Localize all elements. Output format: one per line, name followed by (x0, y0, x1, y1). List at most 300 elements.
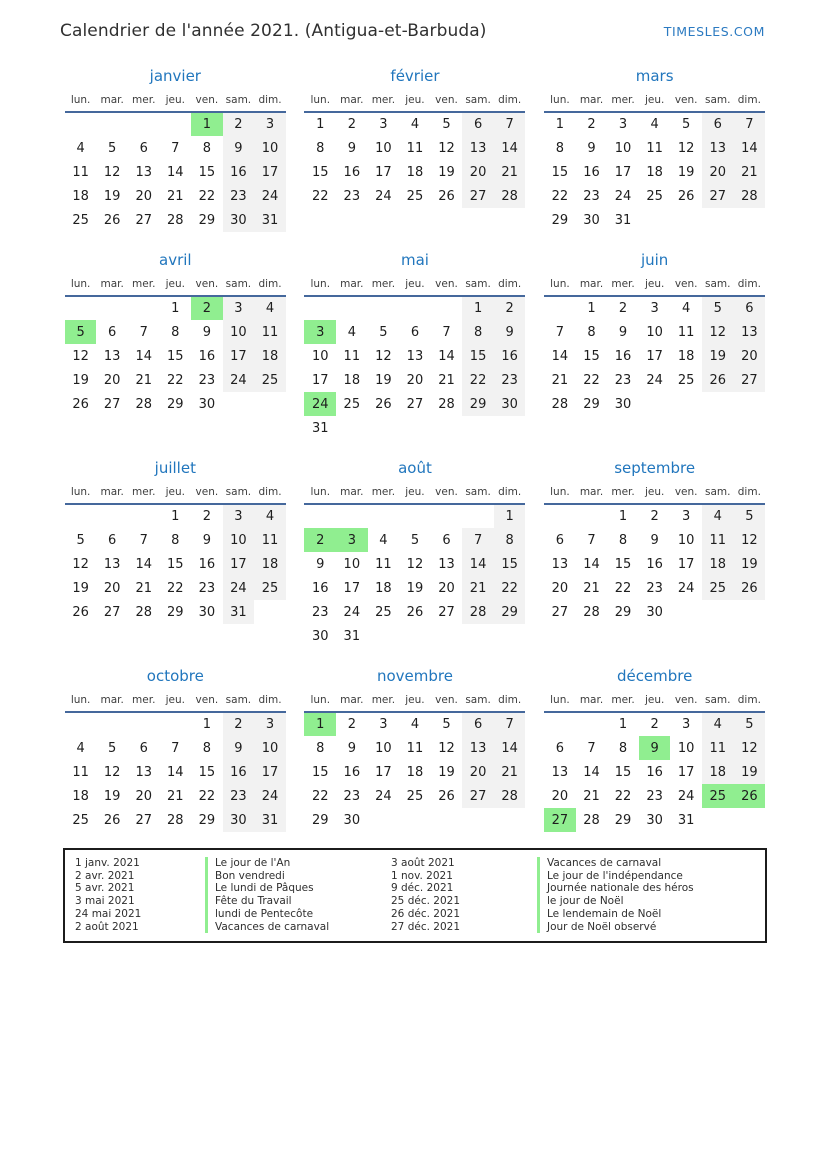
day-cell: 29 (551, 212, 569, 228)
day-cell: 23 (198, 580, 216, 596)
day-cell: 7 (462, 528, 494, 552)
day-cell: 19 (375, 372, 392, 388)
empty-day-cell (128, 296, 160, 320)
day-cell: 1 (202, 717, 211, 732)
day-cell: 13 (135, 764, 152, 780)
weekday-header: sam. (465, 94, 491, 106)
month-février (304, 67, 525, 208)
day-cell: 23 (494, 368, 526, 392)
day-cell: 26 (103, 212, 121, 228)
weekday-header: dim. (498, 486, 522, 498)
legend-date: 26 déc. 2021 (391, 907, 460, 920)
month-title: septembre (614, 459, 696, 477)
empty-day-cell (336, 296, 368, 320)
day-cell: 4 (702, 712, 734, 736)
legend-row (75, 921, 755, 934)
day-cell: 28 (462, 600, 494, 624)
day-cell: 20 (462, 760, 494, 784)
day-cell: 30 (311, 628, 329, 644)
day-cell: 12 (72, 556, 89, 572)
day-cell: 7 (171, 140, 180, 156)
day-cell: 22 (551, 188, 569, 204)
day-cell: 2 (587, 117, 596, 132)
day-cell: 21 (734, 160, 766, 184)
day-cell: 28 (167, 812, 184, 828)
weekday-header: jeu. (165, 694, 185, 706)
day-cell: 9 (587, 140, 596, 156)
weekday-header: mer. (371, 486, 396, 498)
day-cell: 7 (555, 324, 565, 340)
weekday-header: dim. (498, 94, 522, 106)
day-cell: 2 (494, 296, 526, 320)
empty-day-cell (399, 416, 431, 440)
day-cell: 26 (375, 396, 392, 412)
day-cell: 1 (587, 301, 596, 316)
day-cell: 21 (135, 580, 152, 596)
day-cell: 10 (343, 556, 361, 572)
day-cell: 30 (198, 396, 216, 412)
month-table (304, 276, 525, 440)
day-cell: 13 (702, 136, 734, 160)
day-cell: 17 (677, 764, 695, 780)
month-janvier (65, 67, 286, 232)
day-cell: 1 (171, 509, 180, 524)
legend-label: Bon vendredi (205, 870, 391, 883)
day-cell: 12 (72, 348, 89, 364)
weekday-header: dim. (498, 278, 522, 290)
empty-day-cell (576, 504, 608, 528)
site-link[interactable]: TIMESLES.COM (663, 24, 765, 39)
day-cell: 17 (223, 552, 255, 576)
weekday-header: ven. (435, 94, 458, 106)
day-cell: 24 (343, 604, 361, 620)
weekday-header: mar. (340, 94, 364, 106)
day-cell: 16 (198, 348, 216, 364)
empty-day-cell (576, 712, 608, 736)
empty-day-cell (431, 296, 463, 320)
day-cell: 8 (316, 740, 325, 756)
empty-day-cell (65, 712, 97, 736)
weekday-header: mer. (611, 278, 635, 290)
weekday-header: sam. (705, 694, 731, 706)
day-cell: 17 (311, 372, 329, 388)
day-cell: 25 (375, 604, 392, 620)
month-title: décembre (616, 667, 693, 685)
legend-label: lundi de Pentecôte (205, 908, 391, 921)
day-cell: 13 (406, 348, 424, 364)
legend-row (75, 857, 755, 870)
empty-day-cell (702, 600, 734, 624)
day-cell: 10 (254, 736, 286, 760)
empty-day-cell (494, 624, 526, 648)
day-cell: 12 (677, 140, 695, 156)
day-cell: 6 (442, 532, 451, 548)
day-cell: 12 (375, 348, 392, 364)
months-grid (63, 67, 767, 832)
page-header (0, 0, 827, 41)
day-cell: 12 (438, 740, 455, 756)
day-cell: 23 (223, 784, 255, 808)
weekday-header: sam. (225, 694, 252, 706)
empty-day-cell (670, 208, 702, 232)
day-cell: 15 (167, 348, 184, 364)
weekday-header: jeu. (405, 278, 425, 290)
holiday-day-cell: 24 (304, 392, 336, 416)
day-cell: 28 (551, 396, 569, 412)
day-cell: 21 (494, 760, 526, 784)
day-cell: 4 (347, 324, 356, 340)
day-cell: 27 (135, 812, 152, 828)
empty-day-cell (462, 808, 494, 832)
day-cell: 16 (343, 164, 361, 180)
weekday-header: mar. (340, 694, 364, 706)
empty-day-cell (462, 504, 494, 528)
legend-label: le jour de Noël (537, 895, 755, 908)
day-cell: 6 (108, 532, 117, 548)
day-cell: 2 (650, 717, 659, 732)
month-table (65, 92, 286, 232)
day-cell: 30 (223, 208, 255, 232)
holiday-legend (63, 848, 767, 943)
weekday-header: lun. (70, 486, 91, 498)
day-cell: 12 (103, 764, 121, 780)
empty-day-cell (399, 624, 431, 648)
day-cell: 28 (583, 812, 600, 828)
day-cell: 9 (202, 532, 211, 548)
empty-day-cell (368, 416, 400, 440)
day-cell: 18 (343, 372, 361, 388)
day-cell: 12 (734, 736, 766, 760)
day-cell: 1 (555, 117, 565, 132)
day-cell: 28 (494, 784, 526, 808)
day-cell: 26 (438, 788, 455, 804)
month-title: février (390, 67, 440, 85)
month-juillet (65, 459, 286, 624)
day-cell: 20 (462, 160, 494, 184)
weekday-header: jeu. (644, 486, 665, 498)
month-octobre (65, 667, 286, 832)
day-cell: 8 (462, 320, 494, 344)
holiday-day-cell: 26 (734, 784, 766, 808)
day-cell: 3 (682, 509, 691, 524)
day-cell: 8 (171, 532, 180, 548)
day-cell: 3 (682, 717, 691, 732)
weekday-header: lun. (550, 486, 570, 498)
day-cell: 28 (494, 184, 526, 208)
day-cell: 3 (254, 712, 286, 736)
day-cell: 11 (254, 320, 286, 344)
day-cell: 14 (494, 736, 526, 760)
day-cell: 27 (734, 368, 766, 392)
day-cell: 11 (343, 348, 361, 364)
legend-date: 3 août 2021 (391, 857, 455, 869)
day-cell: 8 (618, 740, 628, 756)
day-cell: 5 (682, 117, 691, 132)
empty-day-cell (96, 504, 128, 528)
day-cell: 28 (583, 604, 600, 620)
day-cell: 1 (494, 504, 526, 528)
day-cell: 28 (734, 184, 766, 208)
empty-day-cell (494, 416, 526, 440)
day-cell: 18 (677, 348, 695, 364)
day-cell: 6 (555, 532, 565, 548)
day-cell: 3 (379, 117, 388, 132)
day-cell: 21 (135, 372, 152, 388)
day-cell: 22 (311, 788, 329, 804)
day-cell: 10 (677, 532, 695, 548)
day-cell: 13 (135, 164, 152, 180)
weekday-header: mer. (132, 278, 156, 290)
empty-day-cell (368, 504, 400, 528)
day-cell: 21 (438, 372, 455, 388)
weekday-header: dim. (258, 94, 282, 106)
day-cell: 27 (462, 184, 494, 208)
day-cell: 5 (442, 717, 451, 732)
day-cell: 7 (587, 740, 596, 756)
day-cell: 23 (311, 604, 329, 620)
weekday-header: mar. (579, 694, 604, 706)
day-cell: 11 (406, 740, 424, 756)
weekday-header: mer. (611, 694, 635, 706)
day-cell: 6 (462, 112, 494, 136)
day-cell: 15 (614, 556, 632, 572)
day-cell: 4 (650, 117, 659, 132)
day-cell: 3 (379, 717, 388, 732)
day-cell: 21 (583, 788, 600, 804)
day-cell: 7 (139, 324, 148, 340)
day-cell: 9 (223, 736, 255, 760)
legend-label: Le lundi de Pâques (205, 882, 391, 895)
day-cell: 19 (438, 164, 455, 180)
day-cell: 25 (406, 188, 424, 204)
weekday-header: mar. (340, 278, 364, 290)
day-cell: 8 (316, 140, 325, 156)
day-cell: 16 (646, 556, 663, 572)
day-cell: 2 (618, 301, 628, 316)
empty-day-cell (639, 392, 671, 416)
day-cell: 15 (583, 348, 600, 364)
month-avril (65, 251, 286, 416)
legend-date: 3 mai 2021 (75, 895, 135, 908)
day-cell: 20 (103, 372, 121, 388)
day-cell: 7 (587, 532, 596, 548)
day-cell: 17 (254, 160, 286, 184)
empty-day-cell (431, 416, 463, 440)
day-cell: 22 (614, 580, 632, 596)
day-cell: 5 (734, 712, 766, 736)
day-cell: 11 (702, 736, 734, 760)
empty-day-cell (96, 112, 128, 136)
month-novembre (304, 667, 525, 832)
day-cell: 15 (198, 764, 216, 780)
day-cell: 6 (139, 140, 148, 156)
day-cell: 24 (677, 580, 695, 596)
day-cell: 25 (254, 368, 286, 392)
holiday-day-cell: 1 (304, 712, 336, 736)
day-cell: 8 (202, 140, 211, 156)
day-cell: 11 (72, 164, 89, 180)
empty-day-cell (368, 624, 400, 648)
weekday-header: mar. (579, 278, 604, 290)
day-cell: 25 (254, 576, 286, 600)
day-cell: 16 (614, 348, 632, 364)
day-cell: 24 (254, 784, 286, 808)
empty-day-cell (304, 504, 336, 528)
day-cell: 6 (555, 740, 565, 756)
empty-day-cell (702, 392, 734, 416)
weekday-header: mer. (132, 486, 156, 498)
day-cell: 22 (462, 368, 494, 392)
day-cell: 6 (462, 712, 494, 736)
page-title: Calendrier de l'année 2021. (Antigua-et-Barbuda) (60, 21, 487, 41)
day-cell: 13 (103, 348, 121, 364)
day-cell: 16 (223, 760, 255, 784)
weekday-header: jeu. (644, 278, 665, 290)
day-cell: 13 (438, 556, 455, 572)
day-cell: 14 (135, 348, 152, 364)
day-cell: 4 (410, 717, 420, 732)
day-cell: 7 (734, 112, 766, 136)
day-cell: 26 (72, 604, 89, 620)
weekday-header: dim. (498, 694, 522, 706)
day-cell: 22 (167, 580, 184, 596)
weekday-header: jeu. (405, 694, 425, 706)
weekday-header: lun. (310, 94, 331, 106)
weekday-header: sam. (705, 278, 731, 290)
weekday-header: mer. (371, 694, 396, 706)
day-cell: 9 (494, 320, 526, 344)
legend-label: Le jour de l'An (205, 857, 391, 870)
empty-day-cell (734, 600, 766, 624)
weekday-header: lun. (550, 278, 570, 290)
empty-day-cell (639, 208, 671, 232)
day-cell: 24 (375, 788, 392, 804)
day-cell: 21 (167, 788, 184, 804)
day-cell: 27 (702, 184, 734, 208)
day-cell: 29 (614, 812, 632, 828)
day-cell: 10 (646, 324, 663, 340)
day-cell: 19 (438, 764, 455, 780)
day-cell: 20 (438, 580, 455, 596)
day-cell: 27 (551, 604, 569, 620)
weekday-header: sam. (705, 486, 731, 498)
day-cell: 16 (646, 764, 663, 780)
day-cell: 31 (614, 212, 632, 228)
weekday-header: sam. (225, 94, 252, 106)
weekday-header: lun. (310, 486, 331, 498)
holiday-day-cell: 5 (65, 320, 97, 344)
day-cell: 17 (223, 344, 255, 368)
day-cell: 19 (734, 760, 766, 784)
day-cell: 20 (103, 580, 121, 596)
weekday-header: jeu. (405, 94, 425, 106)
weekday-header: jeu. (644, 94, 665, 106)
holiday-day-cell: 2 (304, 528, 336, 552)
month-août (304, 459, 525, 648)
weekday-header: ven. (674, 94, 698, 106)
day-cell: 29 (198, 812, 216, 828)
empty-day-cell (431, 504, 463, 528)
day-cell: 30 (583, 212, 600, 228)
holiday-day-cell: 3 (304, 320, 336, 344)
legend-row (75, 908, 755, 921)
day-cell: 7 (442, 324, 451, 340)
month-title: juin (640, 251, 669, 269)
day-cell: 25 (702, 576, 734, 600)
day-cell: 24 (375, 188, 392, 204)
empty-day-cell (128, 112, 160, 136)
month-title: mai (400, 251, 429, 269)
empty-day-cell (734, 808, 766, 832)
weekday-header: mer. (132, 94, 156, 106)
day-cell: 29 (494, 600, 526, 624)
day-cell: 19 (734, 552, 766, 576)
day-cell: 29 (167, 604, 184, 620)
weekday-header: sam. (705, 94, 731, 106)
day-cell: 25 (646, 188, 663, 204)
day-cell: 3 (223, 296, 255, 320)
day-cell: 30 (198, 604, 216, 620)
day-cell: 1 (618, 717, 628, 732)
day-cell: 6 (410, 324, 420, 340)
day-cell: 23 (646, 788, 663, 804)
day-cell: 12 (702, 320, 734, 344)
day-cell: 6 (139, 740, 148, 756)
day-cell: 18 (702, 552, 734, 576)
day-cell: 31 (254, 808, 286, 832)
empty-day-cell (702, 208, 734, 232)
day-cell: 2 (650, 509, 659, 524)
day-cell: 24 (223, 576, 255, 600)
day-cell: 16 (583, 164, 600, 180)
day-cell: 21 (551, 372, 569, 388)
day-cell: 2 (202, 509, 211, 524)
month-mars (544, 67, 765, 232)
day-cell: 13 (734, 320, 766, 344)
day-cell: 27 (135, 212, 152, 228)
empty-day-cell (304, 296, 336, 320)
legend-date: 9 déc. 2021 (391, 882, 454, 895)
day-cell: 15 (494, 552, 526, 576)
holiday-day-cell: 27 (544, 808, 576, 832)
legend-label: Journée nationale des héros (537, 882, 755, 895)
day-cell: 22 (583, 372, 600, 388)
day-cell: 10 (223, 320, 255, 344)
day-cell: 31 (254, 208, 286, 232)
weekday-header: jeu. (405, 486, 425, 498)
day-cell: 27 (103, 396, 121, 412)
legend-row (75, 895, 755, 908)
day-cell: 18 (72, 788, 89, 804)
day-cell: 8 (202, 740, 211, 756)
holiday-day-cell: 3 (336, 528, 368, 552)
day-cell: 23 (343, 788, 361, 804)
day-cell: 15 (462, 344, 494, 368)
weekday-header: ven. (195, 278, 219, 290)
day-cell: 19 (72, 372, 89, 388)
weekday-header: lun. (70, 278, 91, 290)
month-title: novembre (376, 667, 453, 685)
month-table (544, 92, 765, 232)
weekday-header: mar. (340, 486, 364, 498)
day-cell: 25 (406, 788, 424, 804)
legend-date: 1 janv. 2021 (75, 857, 140, 869)
day-cell: 22 (311, 188, 329, 204)
legend-label: Jour de Noël observé (537, 921, 755, 934)
day-cell: 10 (254, 136, 286, 160)
day-cell: 4 (379, 532, 388, 548)
legend-row (75, 882, 755, 895)
